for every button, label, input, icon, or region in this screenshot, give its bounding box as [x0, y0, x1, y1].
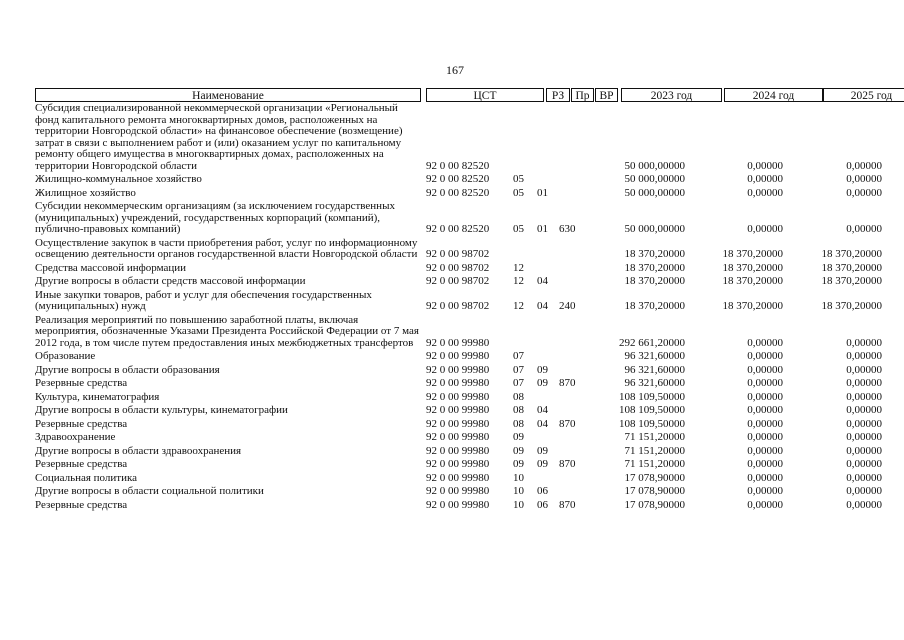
- header-rz: РЗ: [546, 88, 570, 102]
- cell-rz: 10: [513, 498, 524, 511]
- cell-pr: 01: [537, 223, 548, 235]
- header-vr: ВР: [595, 88, 618, 102]
- row-name: Субсидия специализированной некоммерческой организации «Региональный фонд капитального ремонта многоквартирных домов, расположенных на территории Новгородской области» на финансовое обеспечение (возмещение) затрат в связи с выполнением работ и (или) оказанием услуг по капитальному ремонту общего имущества в многоквартирных домах, расположенных на территории Новгородской области: [35, 102, 403, 172]
- cell-cst: 92 0 00 99980: [426, 377, 490, 389]
- row-name: Реализация мероприятий по повышению заработной платы, включая мероприятия, обозначенные Указами Президента Российской Федерации от 7 мая 2012 года, в том числе путем предоставления иных межбюджетных трансфертов: [35, 313, 419, 349]
- cell-2023: 96 321,60000: [624, 363, 685, 376]
- cell-2025: 0,00000: [846, 485, 882, 497]
- cell-2024: 0,00000: [747, 390, 783, 403]
- cell-rz: 09: [513, 444, 524, 457]
- row-name: Резервные средства: [35, 458, 128, 470]
- row-name: Субсидии некоммерческим организациям (за исключением государственных (муниципальных) учреждений, государственных корпораций (компаний), публично-правовых компаний): [35, 200, 395, 235]
- cell-cst: 92 0 00 99980: [426, 498, 490, 511]
- cell-cst: 92 0 00 99980: [426, 471, 490, 484]
- cell-2024: 0,00000: [747, 498, 783, 511]
- table-row: [35, 263, 887, 277]
- table-row: [35, 419, 887, 433]
- cell-cst: 92 0 00 82520: [426, 173, 490, 185]
- header-2024: 2024 год: [724, 88, 823, 102]
- cell-pr: 04: [537, 275, 548, 287]
- row-name: Иные закупки товаров, работ и услуг для обеспечения государственных (муниципальных) нужд: [35, 288, 372, 312]
- cell-2023: 50 000,00000: [624, 173, 685, 185]
- cell-2025: 18 370,20000: [821, 300, 882, 312]
- cell-pr: 09: [537, 363, 548, 376]
- cell-2024: 0,00000: [747, 404, 783, 416]
- cell-2024: 0,00000: [747, 173, 783, 185]
- cell-2025: 0,00000: [846, 377, 882, 389]
- cell-cst: 92 0 00 99980: [426, 444, 490, 457]
- row-name: Другие вопросы в области культуры, кинематографии: [35, 404, 288, 416]
- cell-rz: 12: [513, 300, 524, 312]
- page-number: 167: [446, 63, 464, 77]
- cell-pr: 09: [537, 458, 548, 470]
- table-row: [35, 201, 887, 238]
- cell-vr: 870: [559, 377, 576, 389]
- cell-2025: 0,00000: [846, 458, 882, 470]
- row-name: Жилищное хозяйство: [35, 186, 136, 199]
- row-name: Культура, кинематография: [35, 390, 160, 403]
- row-name: Резервные средства: [35, 498, 128, 511]
- table-row: [35, 174, 887, 188]
- cell-vr: 240: [559, 300, 576, 312]
- cell-pr: 09: [537, 377, 548, 389]
- cell-2023: 71 151,20000: [624, 431, 685, 443]
- header-name: Наименование: [35, 88, 421, 102]
- cell-2024: 0,00000: [747, 485, 783, 497]
- cell-cst: 92 0 00 99980: [426, 390, 490, 403]
- header-2023: 2023 год: [621, 88, 722, 102]
- cell-2025: 0,00000: [846, 173, 882, 185]
- table-row: [35, 351, 887, 365]
- table-row: [35, 378, 887, 392]
- table-body: [35, 103, 887, 513]
- cell-vr: 870: [559, 417, 576, 430]
- cell-rz: 09: [513, 458, 524, 470]
- cell-2024: 0,00000: [747, 458, 783, 470]
- row-name: Здравоохранение: [35, 431, 116, 443]
- cell-2023: 50 000,00000: [624, 159, 685, 172]
- cell-2023: 96 321,60000: [624, 350, 685, 362]
- cell-2025: 18 370,20000: [821, 261, 882, 274]
- cell-2025: 18 370,20000: [821, 248, 882, 260]
- cell-2025: 18 370,20000: [821, 275, 882, 287]
- cell-cst: 92 0 00 99980: [426, 485, 490, 497]
- table-row: [35, 365, 887, 379]
- table-row: [35, 290, 887, 315]
- table-row: [35, 432, 887, 446]
- cell-2023: 71 151,20000: [624, 444, 685, 457]
- cell-2023: 18 370,20000: [624, 261, 685, 274]
- cell-2025: 0,00000: [846, 363, 882, 376]
- row-name: Образование: [35, 350, 96, 362]
- cell-2025: 0,00000: [846, 186, 882, 199]
- cell-2025: 0,00000: [846, 336, 882, 349]
- table-row: [35, 500, 887, 514]
- cell-2023: 96 321,60000: [624, 377, 685, 389]
- table-header: [35, 88, 893, 103]
- cell-rz: 10: [513, 485, 524, 497]
- cell-cst: 92 0 00 99980: [426, 363, 490, 376]
- cell-2025: 0,00000: [846, 444, 882, 457]
- cell-2023: 18 370,20000: [624, 300, 685, 312]
- cell-cst: 92 0 00 98702: [426, 275, 490, 287]
- row-name: Жилищно-коммунальное хозяйство: [35, 173, 202, 185]
- cell-2025: 0,00000: [846, 223, 882, 235]
- cell-2023: 17 078,90000: [624, 471, 685, 484]
- row-name: Средства массовой информации: [35, 261, 186, 274]
- cell-2023: 18 370,20000: [624, 275, 685, 287]
- cell-2024: 18 370,20000: [722, 261, 783, 274]
- table-row: [35, 103, 887, 174]
- cell-2024: 0,00000: [747, 186, 783, 199]
- row-name: Другие вопросы в области средств массовой информации: [35, 275, 306, 287]
- table-row: [35, 238, 887, 263]
- cell-2025: 0,00000: [846, 431, 882, 443]
- row-name: Социальная политика: [35, 471, 138, 484]
- cell-2024: 18 370,20000: [722, 248, 783, 260]
- cell-2023: 292 661,20000: [619, 336, 685, 349]
- cell-2023: 50 000,00000: [624, 223, 685, 235]
- cell-2024: 18 370,20000: [722, 275, 783, 287]
- cell-rz: 07: [513, 350, 524, 362]
- row-name: Другие вопросы в области образования: [35, 363, 220, 376]
- cell-cst: 92 0 00 99980: [426, 417, 490, 430]
- cell-2024: 0,00000: [747, 431, 783, 443]
- table-row: [35, 459, 887, 473]
- cell-cst: 92 0 00 99980: [426, 404, 490, 416]
- header-cst: ЦСТ: [426, 88, 544, 102]
- cell-2024: 0,00000: [747, 363, 783, 376]
- table-row: [35, 392, 887, 406]
- cell-cst: 92 0 00 98702: [426, 261, 490, 274]
- cell-rz: 08: [513, 404, 524, 416]
- cell-rz: 07: [513, 363, 524, 376]
- cell-2024: 0,00000: [747, 417, 783, 430]
- cell-2023: 50 000,00000: [624, 186, 685, 199]
- header-pr: Пр: [571, 88, 594, 102]
- cell-2023: 108 109,50000: [619, 390, 685, 403]
- cell-2024: 0,00000: [747, 350, 783, 362]
- cell-rz: 12: [513, 261, 524, 274]
- row-name: Осуществление закупок в части приобретения работ, услуг по информационному освещению деятельности органов государственной власти Новгородской области: [35, 236, 418, 260]
- table-row: [35, 405, 887, 419]
- cell-2025: 0,00000: [846, 350, 882, 362]
- cell-2025: 0,00000: [846, 417, 882, 430]
- cell-2025: 0,00000: [846, 159, 882, 172]
- cell-vr: 870: [559, 498, 576, 511]
- row-name: Другие вопросы в области здравоохранения: [35, 444, 242, 457]
- cell-rz: 05: [513, 223, 524, 235]
- cell-2023: 108 109,50000: [619, 404, 685, 416]
- cell-2024: 0,00000: [747, 444, 783, 457]
- cell-cst: 92 0 00 99980: [426, 458, 490, 470]
- cell-rz: 08: [513, 390, 524, 403]
- row-name: Резервные средства: [35, 417, 128, 430]
- table-row: [35, 473, 887, 487]
- cell-cst: 92 0 00 98702: [426, 248, 490, 260]
- cell-2023: 18 370,20000: [624, 248, 685, 260]
- cell-2025: 0,00000: [846, 471, 882, 484]
- cell-cst: 92 0 00 99980: [426, 431, 490, 443]
- header-2025: 2025 год: [823, 88, 904, 102]
- table-row: [35, 446, 887, 460]
- cell-pr: 06: [537, 498, 548, 511]
- cell-2024: 18 370,20000: [722, 300, 783, 312]
- cell-2024: 0,00000: [747, 223, 783, 235]
- cell-2025: 0,00000: [846, 390, 882, 403]
- cell-rz: 10: [513, 471, 524, 484]
- cell-2024: 0,00000: [747, 471, 783, 484]
- cell-2023: 17 078,90000: [624, 485, 685, 497]
- table-row: [35, 188, 887, 202]
- table-row: [35, 315, 887, 352]
- cell-2024: 0,00000: [747, 336, 783, 349]
- cell-cst: 92 0 00 82520: [426, 159, 490, 172]
- cell-cst: 92 0 00 98702: [426, 300, 490, 312]
- cell-2023: 17 078,90000: [624, 498, 685, 511]
- row-name: Другие вопросы в области социальной политики: [35, 485, 264, 497]
- cell-rz: 05: [513, 173, 524, 185]
- cell-2023: 71 151,20000: [624, 458, 685, 470]
- cell-pr: 04: [537, 300, 548, 312]
- cell-rz: 07: [513, 377, 524, 389]
- cell-pr: 04: [537, 404, 548, 416]
- cell-rz: 08: [513, 417, 524, 430]
- cell-2025: 0,00000: [846, 404, 882, 416]
- cell-cst: 92 0 00 82520: [426, 186, 490, 199]
- cell-2024: 0,00000: [747, 377, 783, 389]
- cell-cst: 92 0 00 99980: [426, 336, 490, 349]
- row-name: Резервные средства: [35, 377, 128, 389]
- cell-2024: 0,00000: [747, 159, 783, 172]
- cell-vr: 630: [559, 223, 576, 235]
- cell-2023: 108 109,50000: [619, 417, 685, 430]
- table-row: [35, 486, 887, 500]
- cell-pr: 04: [537, 417, 548, 430]
- cell-rz: 05: [513, 186, 524, 199]
- cell-pr: 09: [537, 444, 548, 457]
- cell-cst: 92 0 00 82520: [426, 223, 490, 235]
- cell-2025: 0,00000: [846, 498, 882, 511]
- cell-pr: 06: [537, 485, 548, 497]
- cell-rz: 12: [513, 275, 524, 287]
- cell-rz: 09: [513, 431, 524, 443]
- cell-cst: 92 0 00 99980: [426, 350, 490, 362]
- cell-pr: 01: [537, 186, 548, 199]
- table-row: [35, 276, 887, 290]
- cell-vr: 870: [559, 458, 576, 470]
